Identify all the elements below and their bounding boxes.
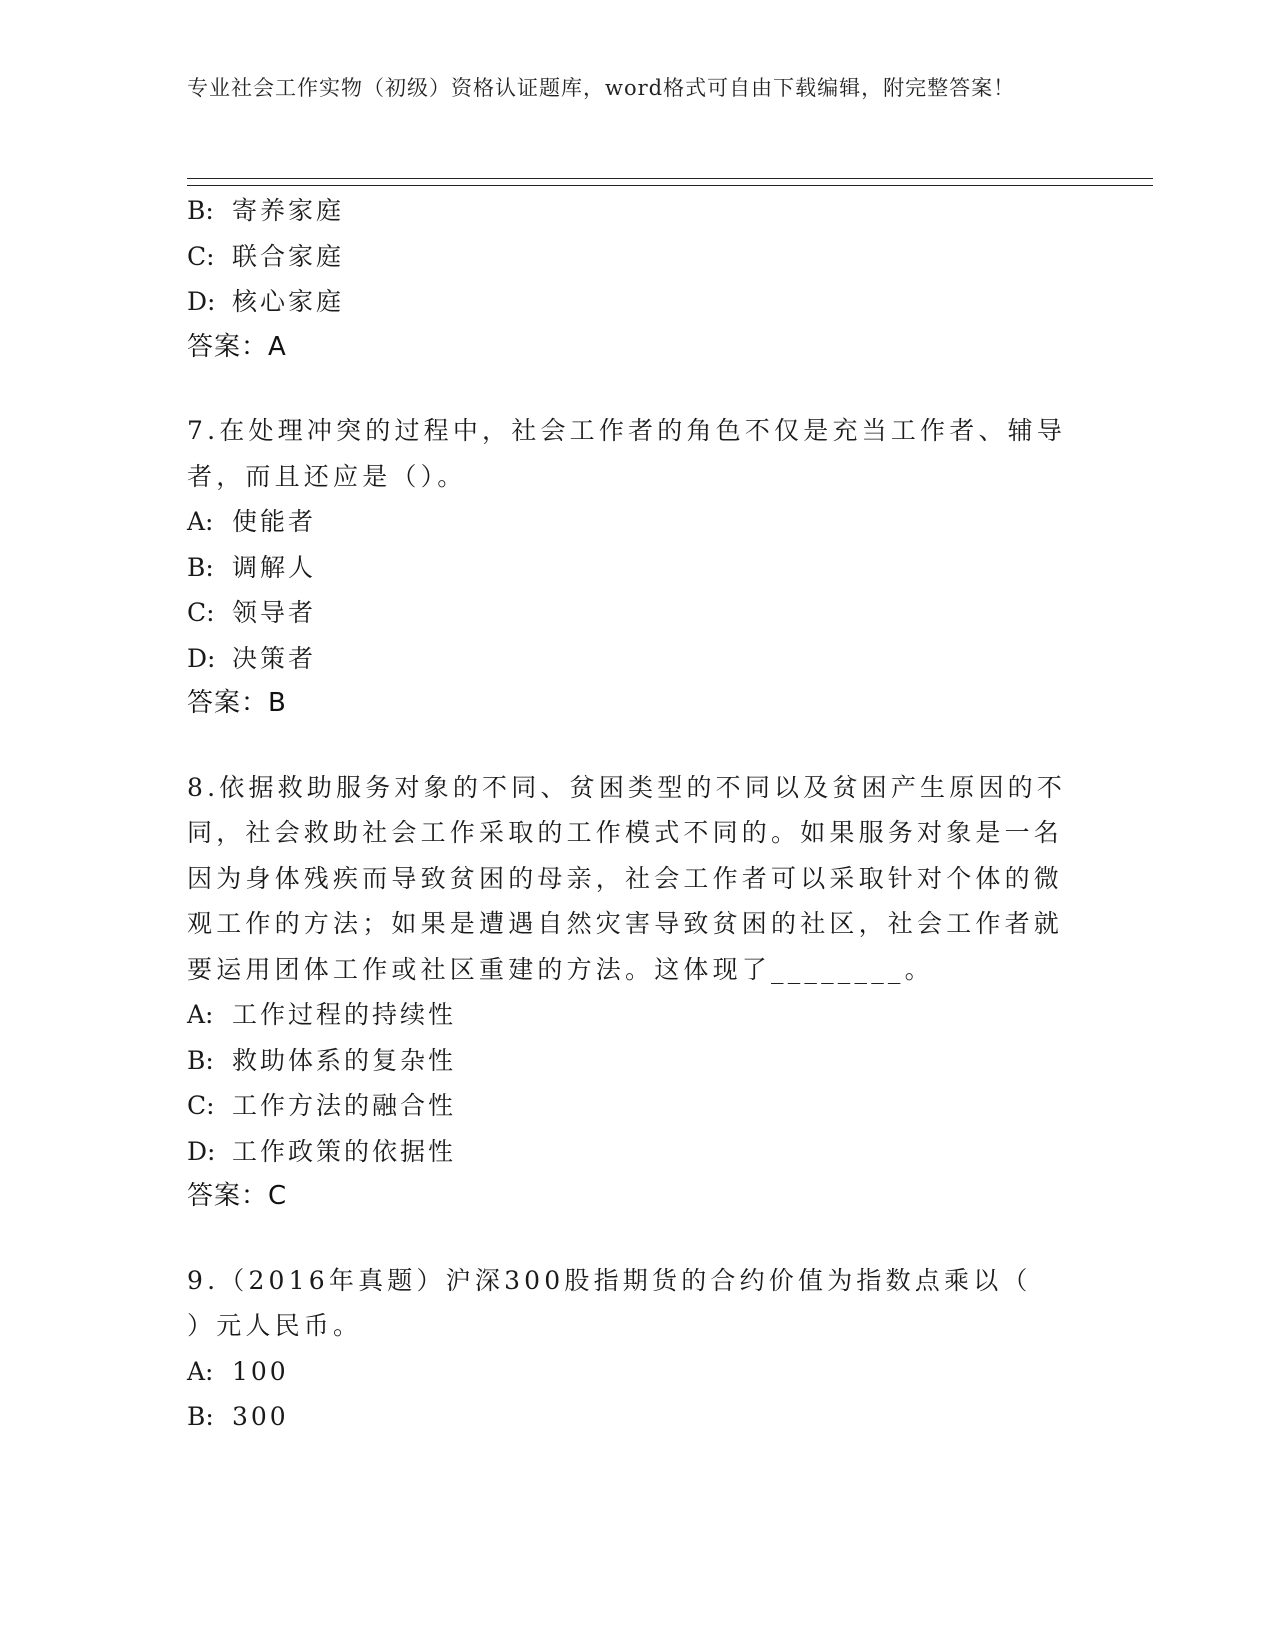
answer-line: 答案：C xyxy=(187,1181,288,1211)
answer-line: 答案：A xyxy=(187,331,287,362)
option-text: 领导者 xyxy=(232,598,317,627)
option-label: C: xyxy=(187,241,215,271)
option-label: C: xyxy=(187,1091,215,1120)
question-list xyxy=(187,188,1091,1440)
option-b xyxy=(187,1038,1067,1084)
option-b xyxy=(187,188,1067,234)
option-label: D: xyxy=(187,643,216,673)
option-text: 使能者 xyxy=(232,507,317,536)
option-label: C: xyxy=(187,598,215,627)
document-header: 专业社会工作实物（初级）资格认证题库，word格式可自由下载编辑，附完整答案！ xyxy=(187,76,1016,100)
option-text: 300 xyxy=(232,1402,289,1431)
option-label: A: xyxy=(187,1356,214,1386)
question-6 xyxy=(187,188,1067,370)
option-text: 工作政策的依据性 xyxy=(232,1136,457,1166)
answer-line: 答案：B xyxy=(187,688,287,718)
option-c xyxy=(187,234,1067,280)
option-c xyxy=(187,590,1067,636)
option-label: B: xyxy=(187,1402,214,1431)
question-9 xyxy=(187,1258,1091,1440)
option-text: 核心家庭 xyxy=(232,287,345,316)
option-b xyxy=(187,1394,1067,1440)
option-a xyxy=(187,499,1067,545)
option-text: 救助体系的复杂性 xyxy=(232,1045,457,1075)
option-label: B: xyxy=(187,1045,214,1075)
option-text: 100 xyxy=(232,1356,289,1386)
question-7 xyxy=(187,408,1067,727)
option-text: 联合家庭 xyxy=(232,241,345,271)
question-stem: 8.依据救助服务对象的不同、贫困类型的不同以及贫困产生原因的不同，社会救助社会工作采取的工作模式不同的。如果服务对象是一名因为身体残疾而导致贫困的母亲，社会工作者可以采取针对个体的微观工作的方法；如果是遭遇自然灾害导致贫困的社区，社会工作者就要运用团体工作或社区重建的方法。这体现了________。 xyxy=(187,772,1067,984)
option-label: D: xyxy=(187,1136,216,1166)
option-label: A: xyxy=(187,507,214,536)
option-label: A: xyxy=(187,1000,214,1029)
option-b xyxy=(187,545,1067,591)
option-label: B: xyxy=(187,196,214,225)
question-stem: 9.（2016年真题）沪深300股指期货的合约价值为指数点乘以（ ）元人民币。 xyxy=(187,1265,1091,1340)
option-a xyxy=(187,1349,1067,1395)
question-stem: 7.在处理冲突的过程中，社会工作者的角色不仅是充当工作者、辅导者，而且还应是（）。 xyxy=(187,416,1067,491)
question-8 xyxy=(187,765,1067,1220)
option-d xyxy=(187,279,1067,325)
option-a xyxy=(187,992,1067,1038)
option-text: 工作方法的融合性 xyxy=(232,1091,457,1120)
option-text: 决策者 xyxy=(232,643,317,673)
option-text: 调解人 xyxy=(232,552,317,582)
option-text: 工作过程的持续性 xyxy=(232,1000,457,1029)
option-text: 寄养家庭 xyxy=(232,196,345,225)
option-d xyxy=(187,1129,1067,1175)
option-d xyxy=(187,636,1067,682)
header-divider xyxy=(187,178,1153,186)
option-label: D: xyxy=(187,287,216,316)
option-label: B: xyxy=(187,552,214,582)
option-c xyxy=(187,1083,1067,1129)
